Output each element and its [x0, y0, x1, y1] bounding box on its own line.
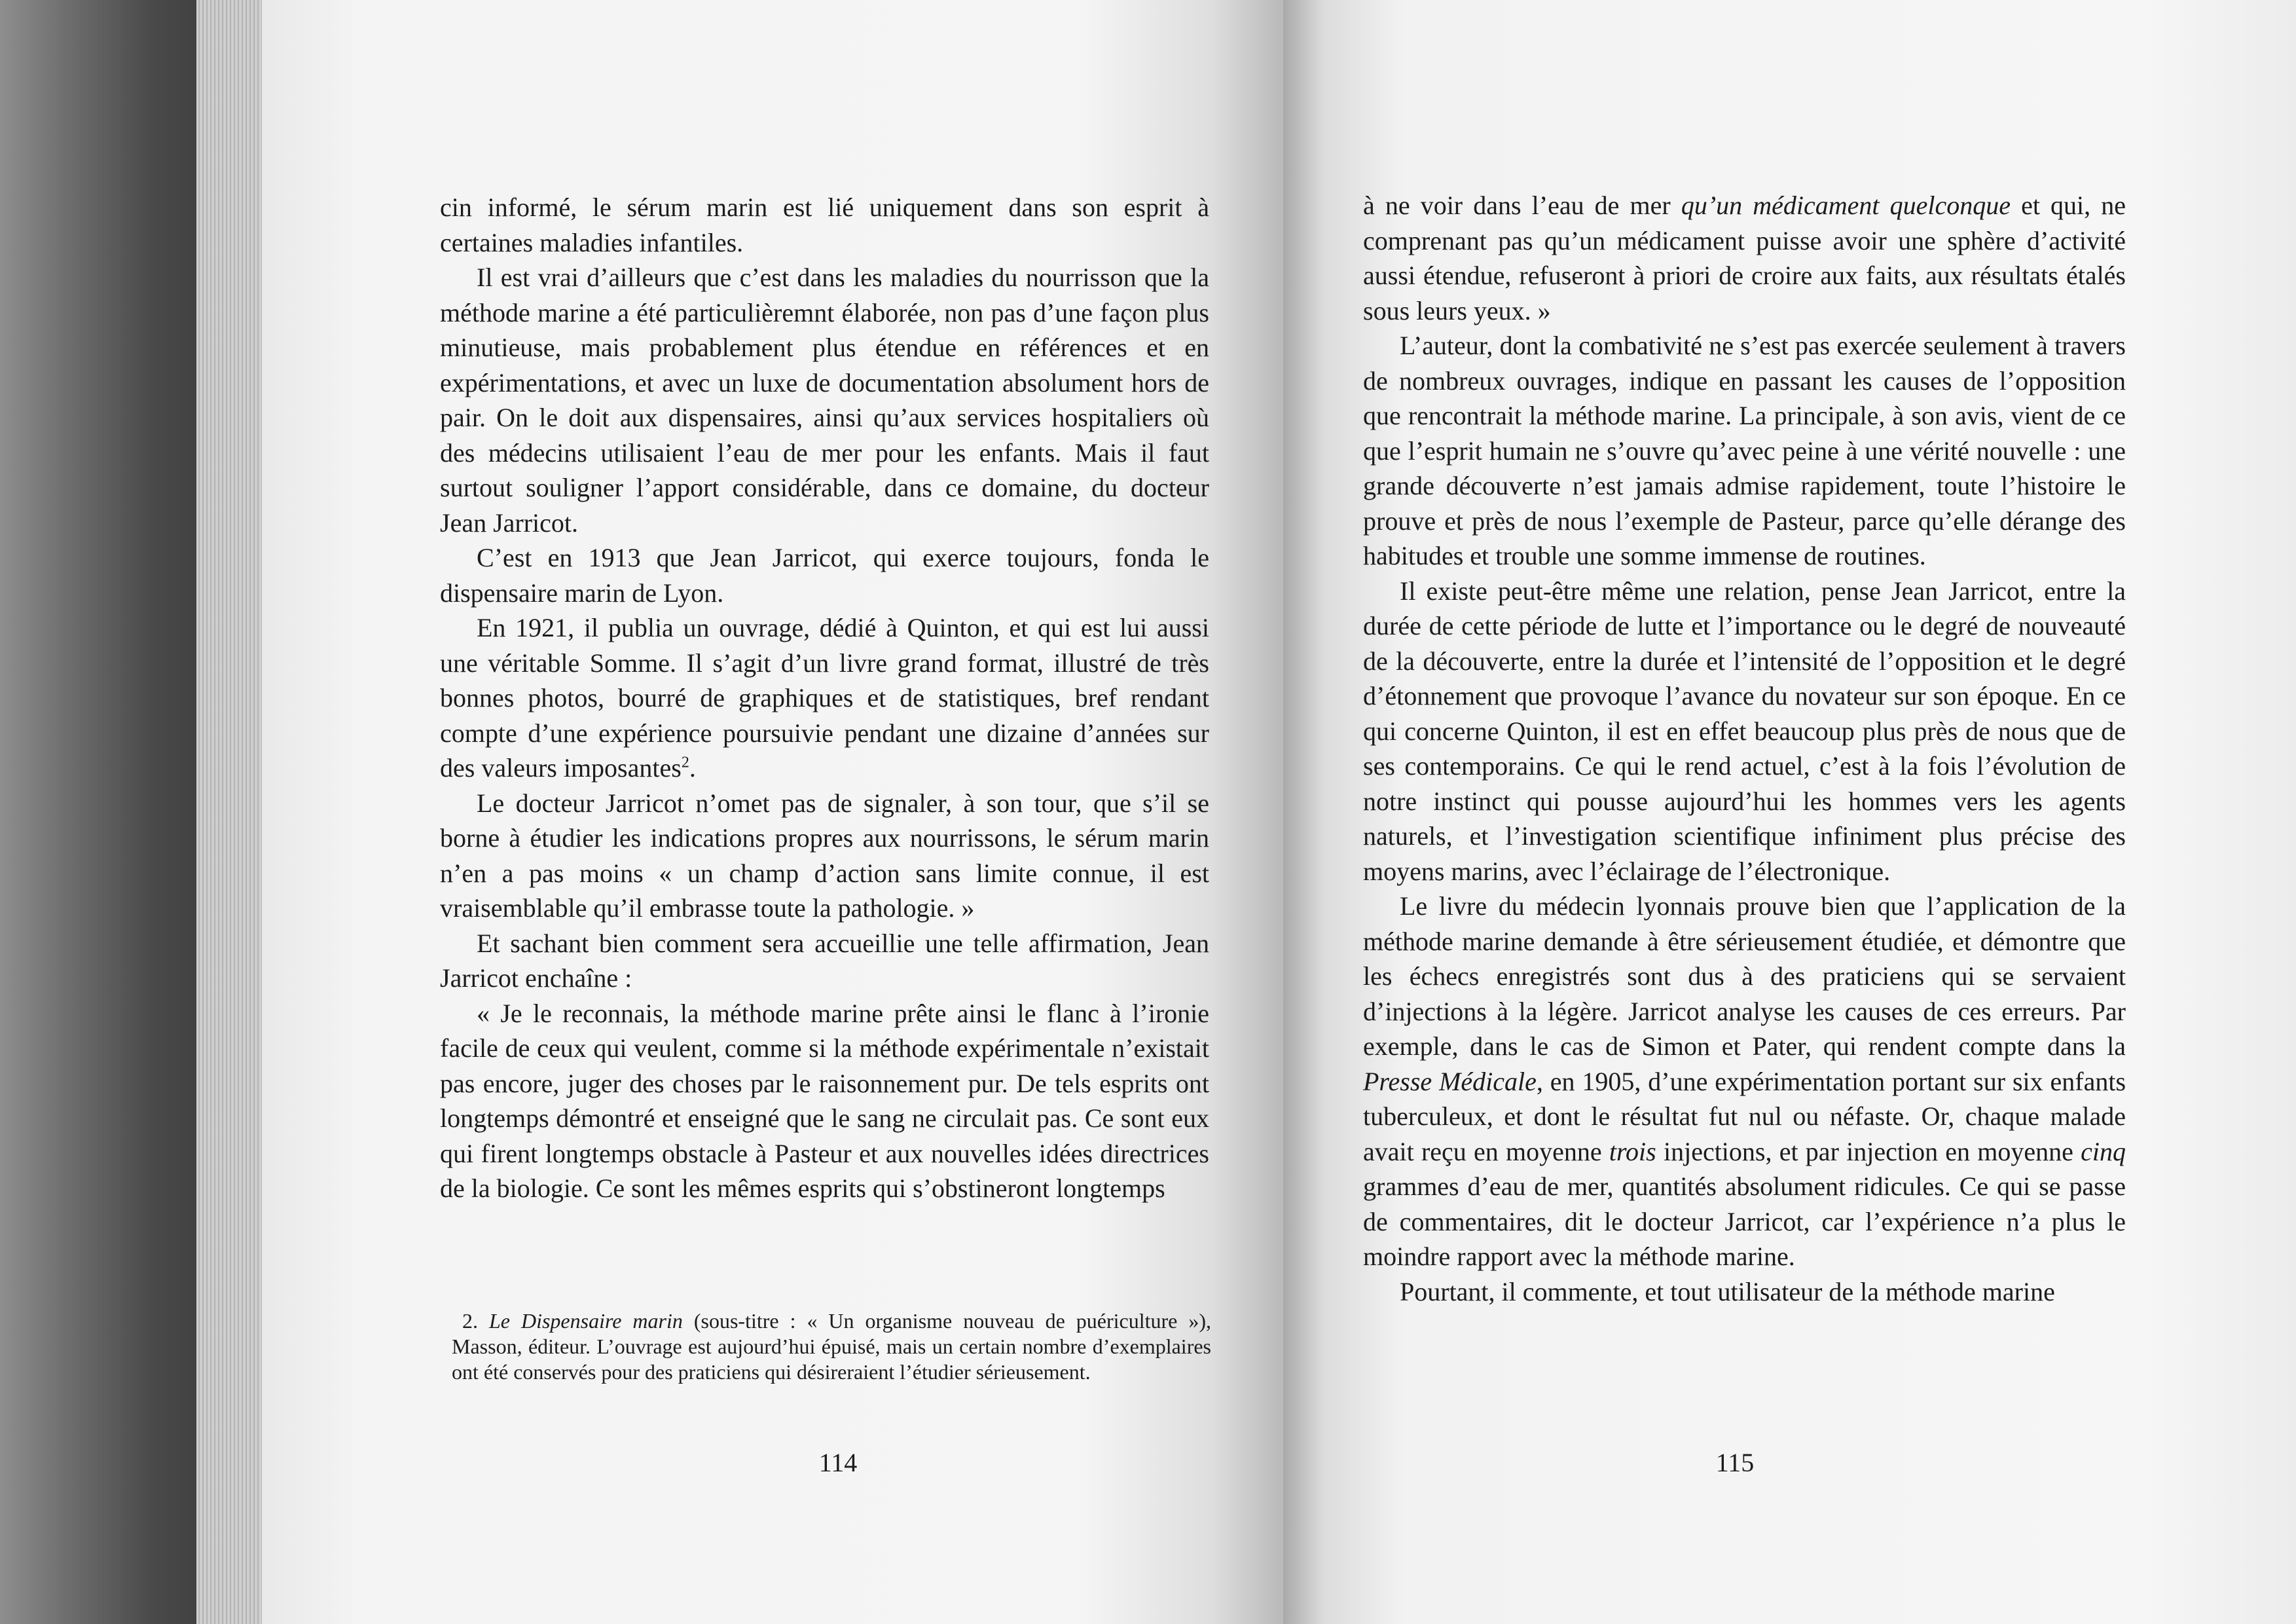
paragraph: Le docteur Jarricot n’omet pas de signaler, à son tour, que s’il se borne à étudier les indications propres aux nourrissons, le sérum marin n’en a pas moins « un champ d’action sans limite connue, il est vraisemblable qu’il embrasse toute la pathologie. » — [440, 788, 1209, 923]
paragraph: C’est en 1913 que Jean Jarricot, qui exerce toujours, fonda le dispensaire marin de Lyon. — [440, 543, 1209, 608]
footnote-marker: 2 — [681, 754, 689, 771]
text-run: , en 1905, d’une expérimentation portant sur six enfants tuberculeux, et dont le résultat fut nul ou néfaste. Or, chaque malade avait reçu en moyenne — [1363, 1066, 2126, 1166]
paragraph — [1363, 188, 2126, 328]
text-run: Le livre du médecin lyonnais prouve bien que l’application de la méthode marine demande à être sérieusement étudiée, et démontre que les échecs enregistrés sont dus à des praticiens qui se servaient d’injections à la légère. Jarricot analyse les causes de ces erreurs. Par exemple, dans le cas de Simon et Pater, qui rendent compte dans la — [1363, 891, 2126, 1061]
scan-background — [0, 0, 216, 1624]
footnote-body: (sous-titre : « Un organisme nouveau de puériculture »), Masson, éditeur. L’ouvrage est aujourd’hui épuisé, mais un certain nombre d’exemplaires ont été conservés pour des praticiens qui désireraient l’étudier sérieusement. — [452, 1309, 1212, 1384]
paragraph: Et sachant bien comment sera accueillie une telle affirmation, Jean Jarricot enchaîne : — [440, 928, 1209, 993]
paragraph: cin informé, le sérum marin est lié uniquement dans son esprit à certaines maladies infantiles. — [440, 193, 1209, 257]
left-page-body — [440, 190, 1209, 1206]
page-number: 114 — [818, 1448, 858, 1477]
paragraph: Il existe peut-être même une relation, pense Jean Jarricot, entre la durée de cette période de lutte et l’importance ou le degré de nouveauté de la découverte, entre la durée et l’intensité de l’opposition et le degré d’étonnement que provoque l’avance du novateur sur son époque. En ce qui concerne Quinton, il est en effet beaucoup plus près de nous que de ses contemporains. Ce qui le rend actuel, c’est à la fois l’évolution de notre instinct qui pousse aujourd’hui les hommes vers les agents naturels, et l’investigation scientifique infiniment plus précise des moyens marins, avec l’éclairage de l’électronique. — [1363, 576, 2126, 886]
book-page-edges — [196, 0, 268, 1624]
italic-run: cinq — [2081, 1136, 2126, 1166]
italic-run: trois — [1609, 1136, 1656, 1166]
footnote-title: Le Dispensaire marin — [488, 1309, 683, 1333]
italic-run: qu’un médicament quelconque — [1681, 191, 2011, 220]
text-run: injections, et par injection en moyenne — [1656, 1136, 2081, 1166]
page-number: 115 — [1715, 1448, 1755, 1477]
right-page-body — [1363, 188, 2126, 1309]
paragraph: Il est vrai d’ailleurs que c’est dans les maladies du nourrisson que la méthode marine a été particulièremnt élaborée, non pas d’une façon plus minutieuse, mais probablement plus étendue en références et en expérimentations, et avec un luxe de documentation absolument hors de pair. On le doit aux dispensaires, ainsi qu’aux services hospitaliers où des médecins utilisaient l’eau de mer pour les enfants. Mais il faut surtout souligner l’apport considérable, dans ce domaine, du docteur Jean Jarricot. — [440, 263, 1209, 538]
paragraph: En 1921, il publia un ouvrage, dédié à Quinton, et qui est lui aussi une véritable Somme. Il s’agit d’un livre grand format, illustré de très bonnes photos, bourré de graphiques et de statistiques, bref rendant compte d’une expérience poursuivie pendant une dizaine d’années sur des valeurs imposantes$^2$. — [440, 613, 1209, 783]
left-page — [262, 0, 1283, 1624]
text-run: à ne voir dans l’eau de mer — [1363, 191, 1681, 220]
paragraph: Pourtant, il commente, et tout utilisateur de la méthode marine — [1400, 1276, 2055, 1306]
text-run: grammes d’eau de mer, quantités absolument ridicules. Ce qui se passe de commentaires, dit le docteur Jarricot, car l’expérience n’a plus le moindre rapport avec la méthode marine. — [1363, 1172, 2126, 1271]
footnote-number: 2. — [462, 1309, 478, 1333]
text-run: et qui, ne comprenant pas qu’un médicament puisse avoir une sphère d’activité aussi étendue, refuseront à priori de croire aux faits, aux résultats étalés sous leurs yeux. » — [1363, 191, 2126, 325]
paragraph: « Je le reconnais, la méthode marine prête ainsi le flanc à l’ironie facile de ceux qui veulent, comme si la méthode expérimentale n’existait pas encore, juger des choses par le raisonnement pur. De tels esprits ont longtemps démontré et enseigné que le sang ne circulait pas. Ce sont eux qui firent longtemps obstacle à Pasteur et aux nouvelles idées directrices de la biologie. Ce sont les mêmes esprits qui s’obstineront longtemps — [440, 998, 1209, 1203]
footnote-text — [452, 1308, 1211, 1385]
italic-run: Presse Médicale — [1363, 1066, 1537, 1096]
paragraph-text: En 1921, il publia un ouvrage, dédié à Quinton, et qui est lui aussi une véritable Somme. Il s’agit d’un livre grand format, illustré de très bonnes photos, bourré de graphiques et de statistiques, bref rendant compte d’une expérience poursuivie pendant une dizaine d’années sur des valeurs imposantes — [440, 613, 1209, 783]
right-page — [1283, 0, 2296, 1624]
paragraph — [1363, 889, 2126, 1274]
footnote — [452, 1308, 1211, 1385]
paragraph: L’auteur, dont la combativité ne s’est pas exercée seulement à travers de nombreux ouvrages, indique en passant les causes de l’opposition que rencontrait la méthode marine. La principale, à son avis, vient de ce que l’esprit humain ne s’ouvre qu’avec peine à une vérité nouvelle : une grande découverte n’est jamais admise rapidement, toute l’histoire le prouve et près de nous l’exemple de Pasteur, parce qu’elle dérange des habitudes et trouble une somme immense de routines. — [1363, 331, 2126, 570]
